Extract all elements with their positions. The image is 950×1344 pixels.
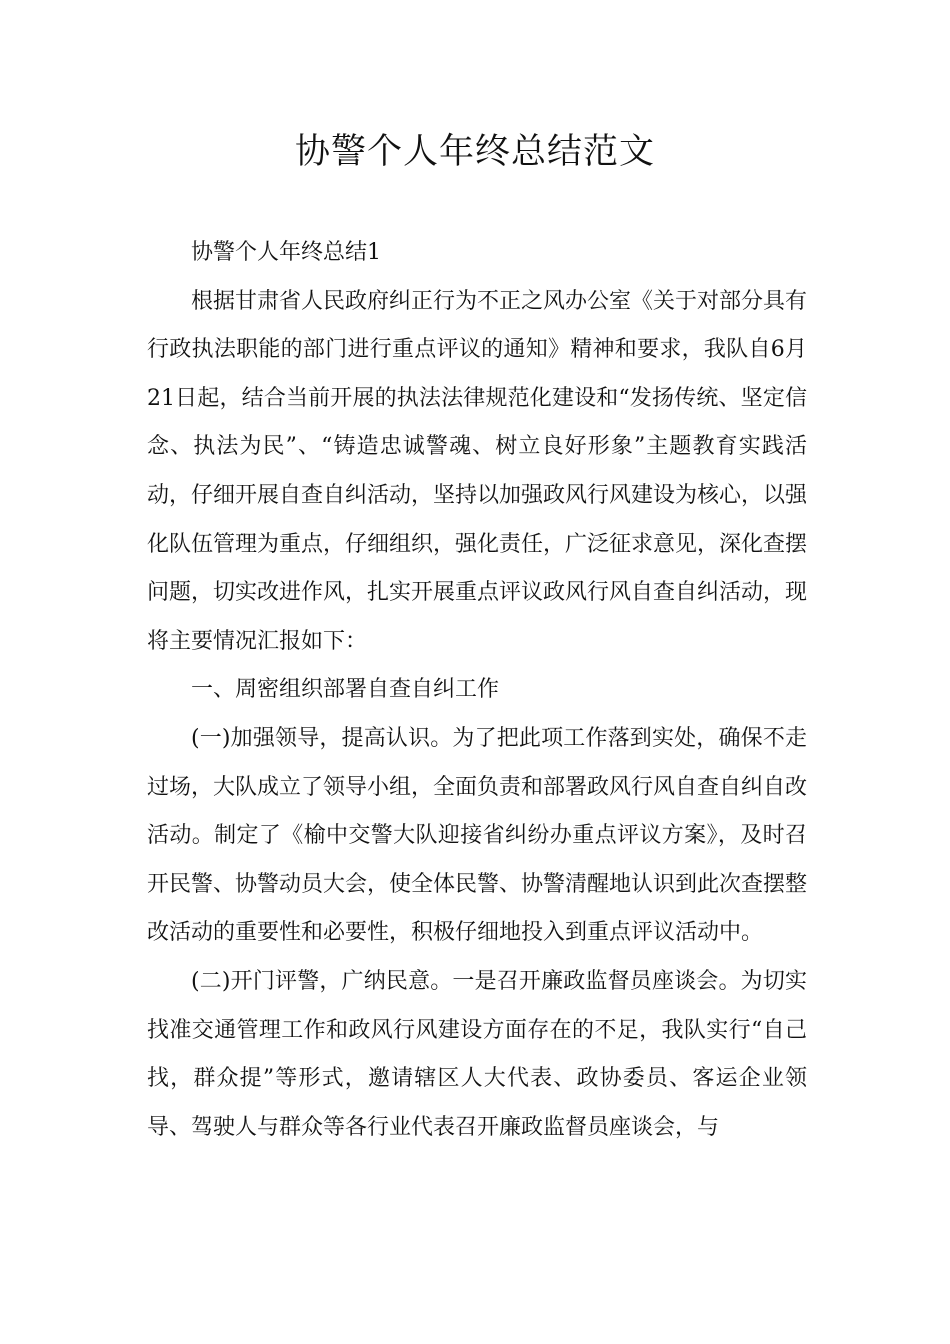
section-heading: 一、周密组织部署自查自纠工作	[191, 677, 500, 703]
body-paragraph: (一)加强领导，提高认识。为了把此项工作落到实处，确保不走过场，大队成立了领导小组，全面负责和部署政风行风自查自纠自改活动。制定了《榆中交警大队迎接省纠纷办重点评议方案》，及时召开民警、协警动员大会，使全体民警、协警清醒地认识到此次查摆整改活动的重要性和必要性，积极仔细地投入到重点评议活动中。	[147, 725, 808, 946]
document-title: 协警个人年终总结范文	[294, 132, 655, 172]
intro-paragraph: 根据甘肃省人民政府纠正行为不正之风办公室《关于对部分具有行政执法职能的部门进行重点评议的通知》精神和要求，我队自6月21日起，结合当前开展的执法法律规范化建设和“发扬传统、坚定信念、执法为民”、“铸造忠诚警魂、树立良好形象”主题教育实践活动，仔细开展自查自纠活动，坚持以加强政风行风建设为核心，以强化队伍管理为重点，仔细组织，强化责任，广泛征求意见，深化查摆问题，切实改进作风，扎实开展重点评议政风行风自查自纠活动，现将主要情况汇报如下：	[147, 288, 808, 654]
body-paragraph: (二)开门评警，广纳民意。一是召开廉政监督员座谈会。为切实找准交通管理工作和政风行风建设方面存在的不足，我队实行“自己找，群众提”等形式，邀请辖区人大代表、政协委员、客运企业领导、驾驶人与群众等各行业代表召开廉政监督员座谈会，与	[147, 968, 807, 1140]
subtitle-paragraph: 协警个人年终总结1	[191, 240, 381, 265]
document-body	[147, 229, 807, 1152]
